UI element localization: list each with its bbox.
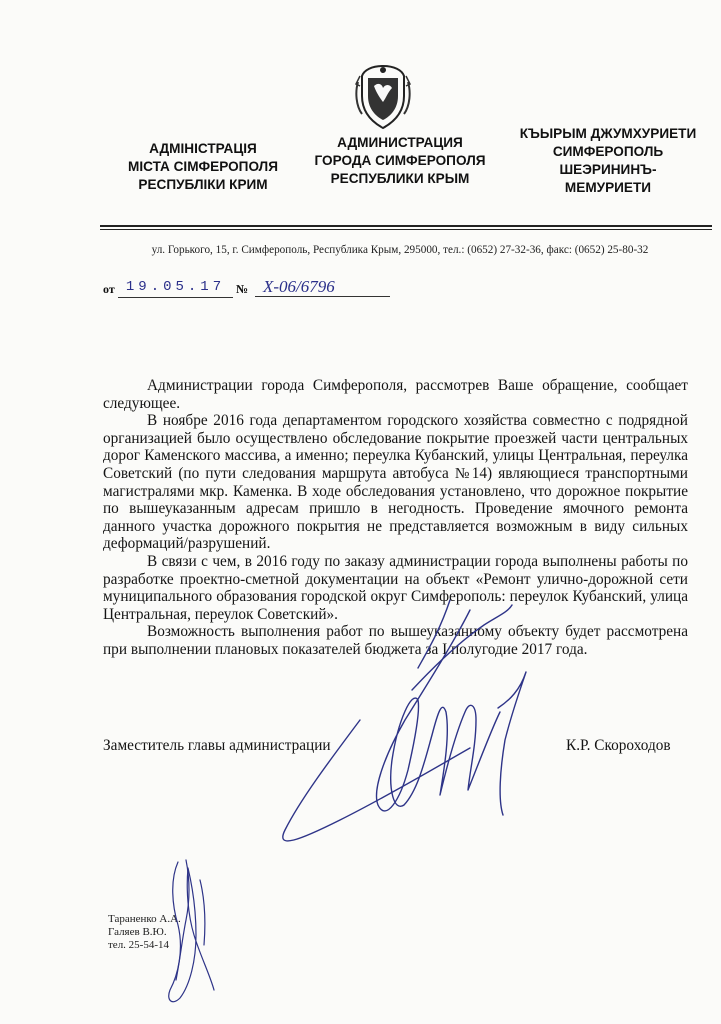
header-crimean-tatar	[508, 125, 708, 197]
executor-line: тел. 25-54-14	[108, 939, 170, 951]
header-line: ШЕЭРИНИНЪ-	[559, 162, 657, 177]
body-paragraph: В связи с чем, в 2016 году по заказу администрации города выполнены работы по разработке проектно-сметной документации на объект «Ремонт улично-дорожной сети муниципального образования городской округ Симферополь: переулок Кубанский, улица Центральная, переулок Советский».	[103, 552, 688, 623]
header-divider-thin	[100, 229, 712, 230]
executor-line: Тараненко А.А.	[108, 913, 181, 925]
header-line: АДМИНИСТРАЦИЯ	[337, 135, 463, 150]
header-line: АДМІНІСТРАЦІЯ	[149, 141, 257, 156]
header-line: РЕСПУБЛИКИ КРЫМ	[330, 171, 470, 186]
header-line: ГОРОДА СИМФЕРОПОЛЯ	[314, 153, 486, 168]
date-label: от	[103, 282, 115, 296]
header-line: СИМФЕРОПОЛЬ	[552, 144, 664, 159]
body-paragraph: В ноябре 2016 года департаментом городского хозяйства совместно с подрядной организацией было осуществлено обследование покрытие проезжей части центральных дорог Каменского массива, а именно; переулка Кубанский, улицы Центральная, переулка Советский (по пути следования маршрута автобуса №14) являющиеся транспортными магистралями мкр. Каменка. В ходе обследования установлено, что дорожное покрытие по вышеуказанным адресам пришло в негодность. Проведение ямочного ремонта данного участка дорожного покрытия не представляется возможным в виду сильных деформаций/разрушений.	[103, 412, 688, 553]
registration-number: Х-06/6796	[255, 277, 390, 297]
executor-block	[108, 913, 181, 952]
registration-date: 19.05.17	[118, 279, 233, 298]
coat-of-arms-icon	[352, 62, 414, 132]
body-paragraph: Возможность выполнения работ по вышеуказанному объекту будет рассмотрена при выполнении плановых показателей бюджета за I полугодие 2017 года.	[103, 623, 688, 658]
body-paragraph: Администрации города Симферополя, рассмотрев Ваше обращение, сообщает следующее.	[103, 377, 688, 412]
header-russian	[296, 134, 504, 188]
address-line: ул. Горького, 15, г. Симферополь, Республика Крым, 295000, тел.: (0652) 27-32-36, факс: (0652) 25-80-32	[151, 244, 649, 256]
executor-line: Галяев В.Ю.	[108, 926, 167, 938]
header-line: РЕСПУБЛІКИ КРИМ	[138, 177, 268, 192]
signer-name: К.Р. Скороходов	[566, 737, 671, 754]
header-ukrainian	[108, 140, 298, 194]
header-line: КЪЫРЫМ ДЖУМХУРИЕТИ	[519, 126, 697, 141]
signer-title: Заместитель главы администрации	[103, 737, 331, 754]
number-label: №	[236, 282, 249, 296]
header-line: МІСТА СІМФЕРОПОЛЯ	[128, 159, 278, 174]
letter-body	[103, 377, 688, 659]
header-divider	[100, 225, 712, 227]
header-line: МЕМУРИЕТИ	[564, 180, 652, 195]
